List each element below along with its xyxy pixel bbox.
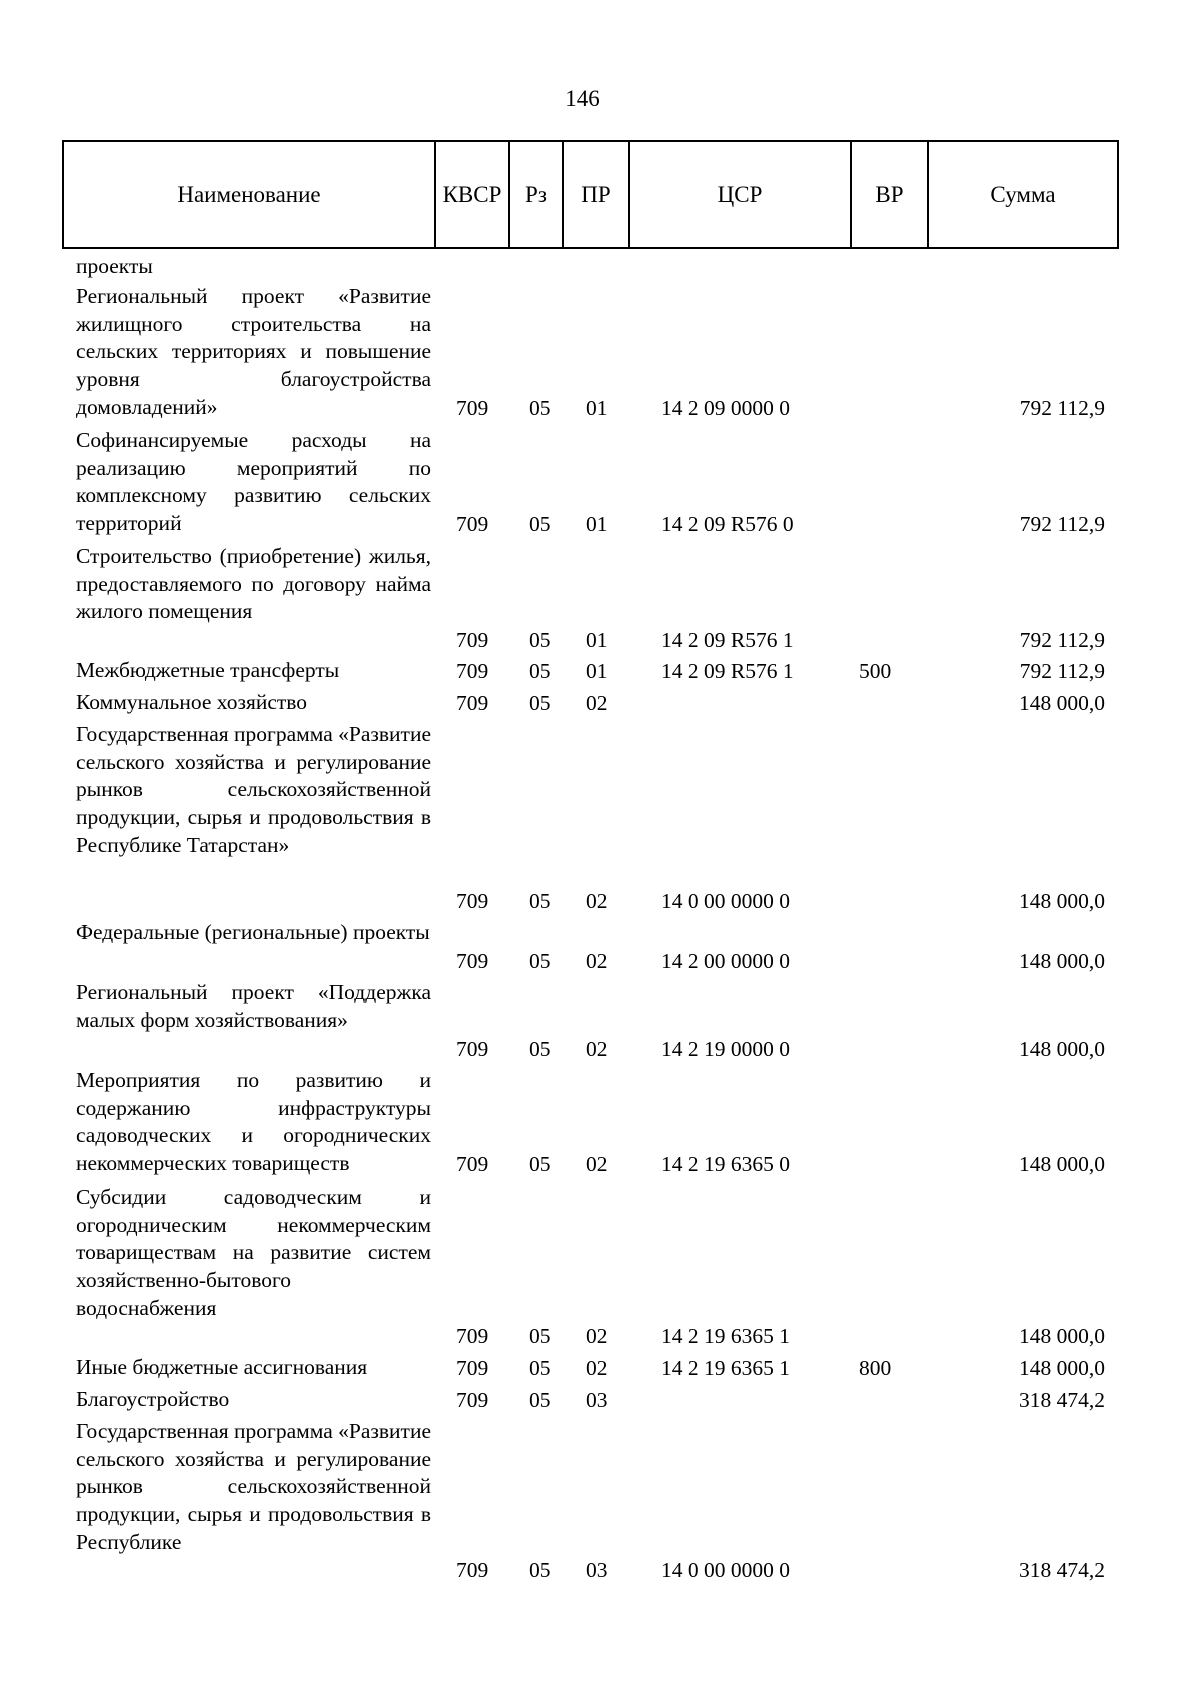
row-pr: 01 <box>586 396 608 420</box>
row-codes <box>0 1322 1200 1350</box>
header-vr: ВР <box>851 141 928 248</box>
header-rz: Рз <box>509 141 563 248</box>
row-name: Федеральные (региональные) проекты <box>76 920 430 944</box>
row-rz: 05 <box>529 1558 551 1582</box>
row-kvsr: 709 <box>456 512 489 536</box>
row-sum: 318 474,2 <box>1019 1558 1105 1582</box>
row-pr: 02 <box>586 1152 608 1176</box>
row-name: Субсидии садоводческим и огородническим некоммерческим товариществам на развитие систем хозяйственно-бытового водоснабжения <box>76 1185 431 1320</box>
row-codes <box>0 626 1200 654</box>
row-kvsr: 709 <box>456 1558 489 1582</box>
table-row <box>0 1354 1200 1382</box>
table-row <box>0 543 1200 654</box>
row-kvsr: 709 <box>456 1152 489 1176</box>
row-name: Строительство (приобретение) жилья, предоставляемого по договору найма жилого помещения <box>76 544 431 624</box>
row-codes <box>0 1035 1200 1063</box>
row-vr: 800 <box>859 1356 892 1380</box>
row-rz: 05 <box>529 889 551 913</box>
row-pr: 02 <box>586 949 608 973</box>
row-csr: 14 2 00 0000 0 <box>661 949 790 973</box>
header-kvsr: КВСР <box>435 141 509 248</box>
row-name: Софинансируемые расходы на реализацию мероприятий по комплексному развитию сельских территорий <box>76 428 431 536</box>
row-name: Региональный проект «Развитие жилищного строительства на сельских территориях и повышение уровня благоустройства домовладений» <box>76 284 431 419</box>
row-name: Коммунальное хозяйство <box>76 690 308 714</box>
row-kvsr: 709 <box>456 396 489 420</box>
row-sum: 792 112,9 <box>1019 396 1105 420</box>
table-row <box>0 283 1200 422</box>
table-row <box>0 919 1200 975</box>
row-pr: 03 <box>586 1388 608 1412</box>
row-sum: 148 000,0 <box>1019 949 1105 973</box>
row-kvsr: 709 <box>456 949 489 973</box>
page-number: 146 <box>565 86 600 111</box>
row-csr: 14 2 09 R576 1 <box>661 628 794 652</box>
table-row <box>0 1184 1200 1350</box>
row-csr: 14 2 19 6365 0 <box>661 1152 790 1176</box>
row-csr: 14 2 09 0000 0 <box>661 396 790 420</box>
row-codes <box>0 657 1200 685</box>
row-rz: 05 <box>529 1152 551 1176</box>
row-kvsr: 709 <box>456 691 489 715</box>
header-sum: Сумма <box>928 141 1118 248</box>
row-kvsr: 709 <box>456 1356 489 1380</box>
row-codes <box>0 689 1200 717</box>
header-name: Наименование <box>63 141 435 248</box>
table-row <box>0 657 1200 685</box>
row-name: Иные бюджетные ассигнования <box>76 1355 368 1379</box>
row-name: Мероприятия по развитию и содержанию инфраструктуры садоводческих и огороднических некоммерческих товариществ <box>76 1068 431 1176</box>
row-pr: 02 <box>586 1037 608 1061</box>
row-codes <box>0 394 1200 422</box>
row-sum: 318 474,2 <box>1019 1388 1105 1412</box>
row-sum: 792 112,9 <box>1019 659 1105 683</box>
row-sum: 148 000,0 <box>1019 691 1105 715</box>
row-sum: 792 112,9 <box>1019 628 1105 652</box>
row-pr: 02 <box>586 889 608 913</box>
row-rz: 05 <box>529 1037 551 1061</box>
row-name: Благоустройство <box>76 1387 230 1411</box>
table-row <box>0 427 1200 538</box>
row-rz: 05 <box>529 691 551 715</box>
table-header <box>62 140 1119 249</box>
row-codes <box>0 887 1200 915</box>
table-row <box>0 1067 1200 1178</box>
row-csr: 14 2 19 6365 1 <box>661 1324 790 1348</box>
row-codes <box>0 1386 1200 1414</box>
row-rz: 05 <box>529 949 551 973</box>
row-csr: 14 0 00 0000 0 <box>661 889 790 913</box>
row-kvsr: 709 <box>456 659 489 683</box>
row-codes <box>0 510 1200 538</box>
table-row <box>0 721 1200 915</box>
row-rz: 05 <box>529 628 551 652</box>
header-pr: ПР <box>563 141 629 248</box>
table-row <box>0 1386 1200 1414</box>
row-sum: 792 112,9 <box>1019 512 1105 536</box>
row-csr: 14 0 00 0000 0 <box>661 1558 790 1582</box>
row-name: Государственная программа «Развитие сельского хозяйства и регулирование рынков сельскохозяйственной продукции, сырья и продовольствия в Республике <box>76 1419 431 1554</box>
header-row <box>63 141 1118 248</box>
row-pr: 02 <box>586 1324 608 1348</box>
row-codes <box>0 1556 1200 1584</box>
row-pr: 02 <box>586 1356 608 1380</box>
row-kvsr: 709 <box>456 1388 489 1412</box>
row-name: Государственная программа «Развитие сельского хозяйства и регулирование рынков сельскохозяйственной продукции, сырья и продовольствия в Республике Татарстан» <box>76 722 431 857</box>
row-sum: 148 000,0 <box>1019 889 1105 913</box>
row-csr: 14 2 19 0000 0 <box>661 1037 790 1061</box>
row-vr: 500 <box>859 659 892 683</box>
row-name: Межбюджетные трансферты <box>76 658 340 682</box>
row-rz: 05 <box>529 396 551 420</box>
row-pr: 02 <box>586 691 608 715</box>
row-kvsr: 709 <box>456 1037 489 1061</box>
row-codes <box>0 947 1200 975</box>
row-csr: 14 2 09 R576 0 <box>661 512 794 536</box>
row-kvsr: 709 <box>456 1324 489 1348</box>
row-rz: 05 <box>529 659 551 683</box>
table-row <box>0 1418 1200 1584</box>
row-pr: 01 <box>586 628 608 652</box>
table-row <box>0 979 1200 1063</box>
row-codes <box>0 1354 1200 1382</box>
row-sum: 148 000,0 <box>1019 1037 1105 1061</box>
row-kvsr: 709 <box>456 628 489 652</box>
row-pr: 01 <box>586 659 608 683</box>
row-pr: 03 <box>586 1558 608 1582</box>
row-codes <box>0 1150 1200 1178</box>
row-rz: 05 <box>529 1324 551 1348</box>
row-pr: 01 <box>586 512 608 536</box>
row-sum: 148 000,0 <box>1019 1152 1105 1176</box>
row-csr: 14 2 09 R576 1 <box>661 659 794 683</box>
header-csr: ЦСР <box>629 141 851 248</box>
row-csr: 14 2 19 6365 1 <box>661 1356 790 1380</box>
row-rz: 05 <box>529 512 551 536</box>
row-name: Региональный проект «Поддержка малых форм хозяйствования» <box>76 980 431 1032</box>
row-name: проекты <box>76 254 153 278</box>
row-rz: 05 <box>529 1388 551 1412</box>
row-rz: 05 <box>529 1356 551 1380</box>
table-row <box>0 689 1200 717</box>
row-sum: 148 000,0 <box>1019 1324 1105 1348</box>
row-sum: 148 000,0 <box>1019 1356 1105 1380</box>
row-kvsr: 709 <box>456 889 489 913</box>
